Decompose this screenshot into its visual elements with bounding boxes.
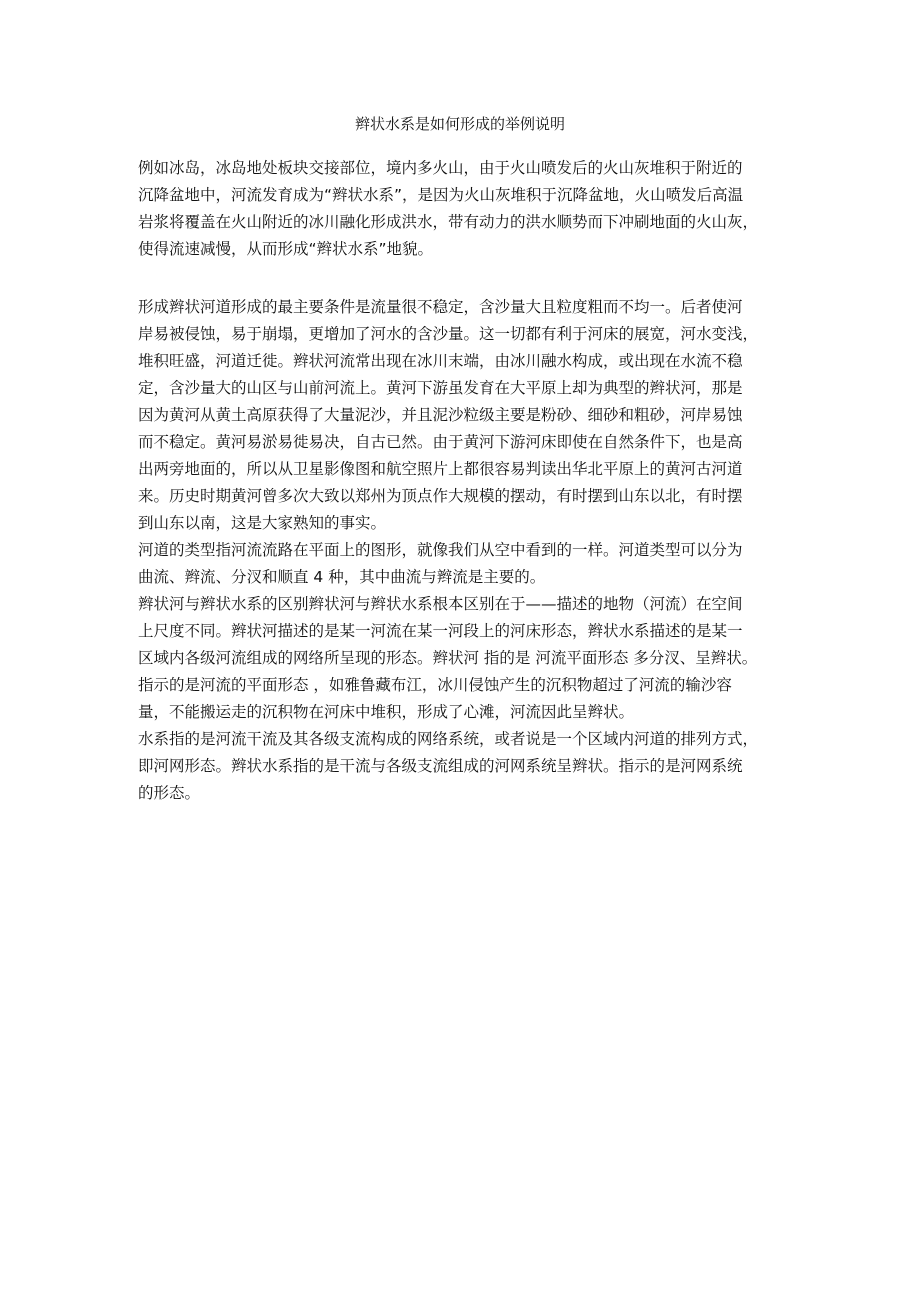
text-line: 水系指的是河流干流及其各级支流构成的网络系统，或者说是一个区域内河道的排列方式， [138,730,759,748]
text-line: 形成辫状河道形成的最主要条件是流量很不稳定，含沙量大且粒度粗而不均一。后者使河 [138,298,743,316]
text-line: 岩浆将覆盖在火山附近的冰川融化形成洪水，带有动力的洪水顺势而下冲刷地面的火山灰， [138,213,759,231]
document-title: 辫状水系是如何形成的举例说明 [354,115,565,133]
text-line: 沉降盆地中，河流发育成为“辫状水系”，是因为火山灰堆积于沉降盆地，火山喷发后高温 [138,186,744,204]
text-line: 即河网形态。辫状水系指的是干流与各级支流组成的河网系统呈辫状。指示的是河网系统 [138,757,743,775]
text-line: 上尺度不同。辫状河描述的是某一河流在某一河段上的河床形态，辫状水系描述的是某一 [138,622,743,640]
text-line: 曲流、辫流、分汊和顺直 4 种，其中曲流与辫流是主要的。 [138,568,546,586]
text-line: 辫状河与辫状水系的区别辫状河与辫状水系根本区别在于——描述的地物（河流）在空间 [138,595,743,613]
text-line: 定，含沙量大的山区与山前河流上。黄河下游虽发育在大平原上却为典型的辫状河，那是 [138,379,743,397]
text-line: 因为黄河从黄土高原获得了大量泥沙，并且泥沙粒级主要是粉砂、细砂和粗砂，河岸易蚀 [138,406,743,424]
text-line: 来。历史时期黄河曾多次大致以郑州为顶点作大规模的摆动，有时摆到山东以北，有时摆 [138,487,743,505]
text-line: 出两旁地面的，所以从卫星影像图和航空照片上都很容易判读出华北平原上的黄河古河道 [138,460,743,478]
text-line: 岸易被侵蚀，易于崩塌，更增加了河水的含沙量。这一切都有利于河床的展宽，河水变浅， [138,325,759,343]
text-line: 使得流速减慢，从而形成“辫状水系”地貌。 [138,240,434,258]
text-line: 量，不能搬运走的沉积物在河床中堆积，形成了心滩，河流因此呈辫状。 [138,703,635,721]
text-line: 指示的是河流的平面形态 ，如雅鲁藏布江，冰川侵蚀产生的沉积物超过了河流的输沙容 [138,676,732,694]
text-line: 堆积旺盛，河道迁徙。辫状河流常出现在冰川末端，由冰川融水构成，或出现在水流不稳 [138,352,743,370]
text-line: 而不稳定。黄河易淤易徙易决，自古已然。由于黄河下游河床即使在自然条件下，也是高 [138,433,743,451]
text-line: 河道的类型指河流流路在平面上的图形，就像我们从空中看到的一样。河道类型可以分为 [138,541,743,559]
text-line: 的形态。 [138,784,201,802]
text-line: 到山东以南，这是大家熟知的事实。 [138,514,387,532]
text-line: 例如冰岛，冰岛地处板块交接部位，境内多火山，由于火山喷发后的火山灰堆积于附近的 [138,159,743,177]
text-line: 区域内各级河流组成的网络所呈现的形态。辫状河 指的是 河流平面形态 多分汊、呈辫状。 [138,649,758,667]
